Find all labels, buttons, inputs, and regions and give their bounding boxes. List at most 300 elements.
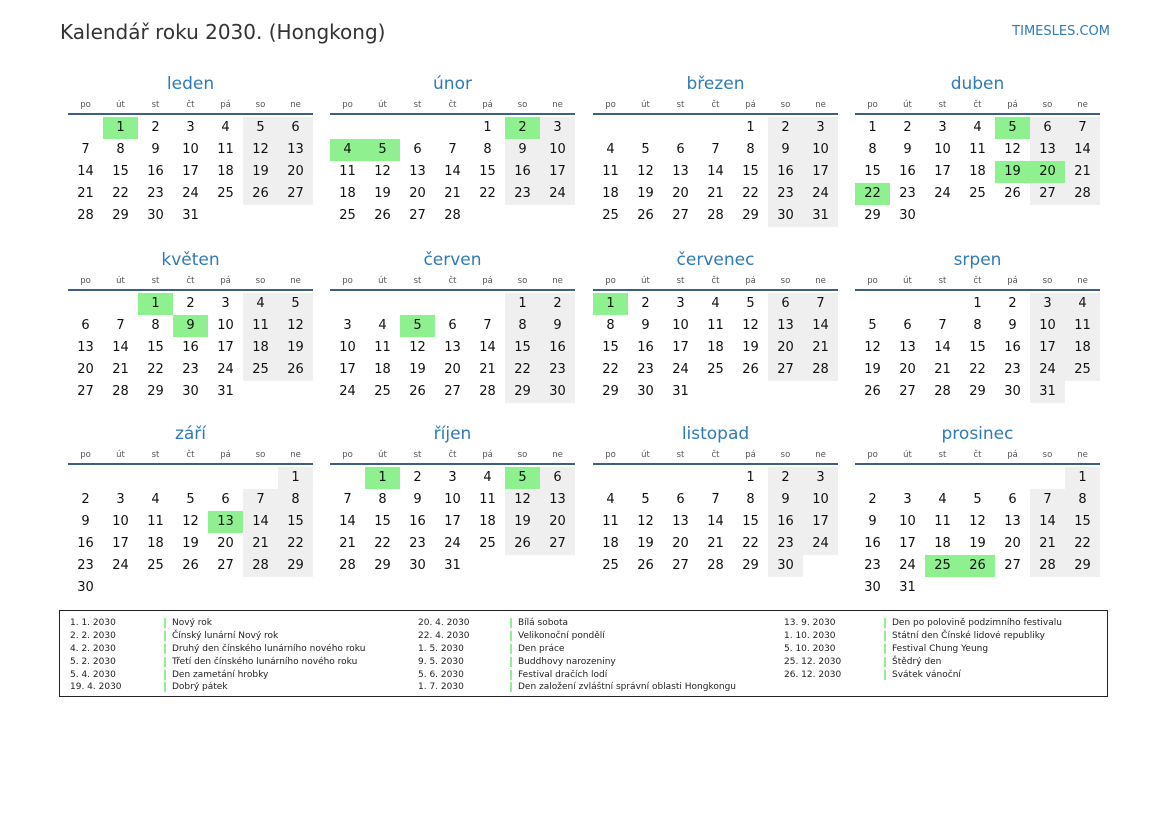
holiday-marker-icon xyxy=(164,657,166,667)
day-cell: 22 xyxy=(147,362,164,377)
day-cell: 11 xyxy=(217,142,234,157)
legend-row xyxy=(418,655,736,668)
day-cell: 2 xyxy=(903,120,912,135)
empty-cell xyxy=(103,467,138,489)
weekday-label: čt xyxy=(711,450,720,460)
day-cell: 5 xyxy=(868,318,877,333)
day-cell: 7 xyxy=(803,293,838,315)
day-cell: 4 xyxy=(1065,293,1100,315)
weekday-header xyxy=(68,274,313,288)
weekday-label: pá xyxy=(1007,100,1018,110)
day-cell: 28 xyxy=(1065,183,1100,205)
day-cell: 30 xyxy=(899,208,916,223)
weekday-label: út xyxy=(378,276,387,286)
day-cell: 27 xyxy=(77,384,94,399)
holiday-day-cell: 1 xyxy=(103,117,138,139)
day-cell: 21 xyxy=(707,536,724,551)
weekday-label: út xyxy=(641,100,650,110)
day-cell: 28 xyxy=(707,558,724,573)
day-cell: 16 xyxy=(899,164,916,179)
day-cell: 9 xyxy=(641,318,650,333)
day-cell: 28 xyxy=(339,558,356,573)
day-cell: 7 xyxy=(483,318,492,333)
weekday-label: ne xyxy=(1077,450,1088,460)
day-cell: 6 xyxy=(676,492,685,507)
weekday-header xyxy=(855,274,1100,288)
day-cell: 17 xyxy=(182,164,199,179)
day-cell: 17 xyxy=(934,164,951,179)
legend-date: 1. 5. 2030 xyxy=(418,643,464,654)
day-cell: 2 xyxy=(413,470,422,485)
day-cell: 29 xyxy=(742,558,759,573)
day-cell: 28 xyxy=(243,555,278,577)
day-cell: 11 xyxy=(602,514,619,529)
day-cell: 6 xyxy=(221,492,230,507)
day-cell: 2 xyxy=(768,117,803,139)
weekday-label: čt xyxy=(973,450,982,460)
day-cell: 19 xyxy=(637,186,654,201)
day-cell: 26 xyxy=(505,533,540,555)
day-cell: 3 xyxy=(343,318,352,333)
day-cell: 6 xyxy=(81,318,90,333)
day-cell: 8 xyxy=(973,318,982,333)
month-divider xyxy=(593,463,838,465)
day-cell: 19 xyxy=(243,161,278,183)
day-cell: 19 xyxy=(374,186,391,201)
weekday-label: st xyxy=(413,450,422,460)
day-cell: 16 xyxy=(768,161,803,183)
month-divider xyxy=(330,113,575,115)
day-cell: 31 xyxy=(217,384,234,399)
day-cell: 30 xyxy=(77,580,94,595)
day-cell: 14 xyxy=(934,340,951,355)
empty-cell xyxy=(435,293,470,315)
day-cell: 28 xyxy=(934,384,951,399)
legend-date: 2. 2. 2030 xyxy=(70,631,116,642)
day-cell: 9 xyxy=(413,492,422,507)
weekday-label: po xyxy=(342,100,353,110)
legend-holiday-name: Nový rok xyxy=(172,618,212,629)
day-cell: 26 xyxy=(409,384,426,399)
day-cell: 29 xyxy=(864,208,881,223)
day-cell: 7 xyxy=(343,492,352,507)
day-cell: 15 xyxy=(602,340,619,355)
weekday-label: pá xyxy=(745,276,756,286)
day-cell: 18 xyxy=(969,164,986,179)
weekday-label: čt xyxy=(711,100,720,110)
day-cell: 8 xyxy=(746,142,755,157)
legend-holiday-name: Den zametání hrobky xyxy=(172,669,269,680)
day-cell: 14 xyxy=(803,315,838,337)
day-cell: 24 xyxy=(803,183,838,205)
holiday-day-cell: 5 xyxy=(505,467,540,489)
day-cell: 26 xyxy=(637,558,654,573)
day-cell: 14 xyxy=(243,511,278,533)
empty-cell xyxy=(435,117,470,139)
day-cell: 19 xyxy=(742,340,759,355)
empty-cell xyxy=(400,293,435,315)
weekday-label: st xyxy=(413,276,422,286)
day-cell: 2 xyxy=(81,492,90,507)
month-září xyxy=(68,422,313,599)
day-cell: 18 xyxy=(374,362,391,377)
legend-holiday-name: Státní den Čínské lidové republiky xyxy=(892,631,1045,642)
day-cell: 12 xyxy=(243,139,278,161)
day-cell: 30 xyxy=(1004,384,1021,399)
holiday-marker-icon xyxy=(884,644,886,654)
holiday-marker-icon xyxy=(884,657,886,667)
day-cell: 25 xyxy=(602,208,619,223)
day-cell: 20 xyxy=(540,511,575,533)
legend-date: 13. 9. 2030 xyxy=(784,618,836,629)
day-cell: 7 xyxy=(711,142,720,157)
day-cell: 2 xyxy=(151,120,160,135)
day-cell: 22 xyxy=(112,186,129,201)
legend-date: 1. 10. 2030 xyxy=(784,631,836,642)
day-cell: 20 xyxy=(672,186,689,201)
day-cell: 2 xyxy=(768,467,803,489)
day-cell: 14 xyxy=(77,164,94,179)
day-cell: 3 xyxy=(1030,293,1065,315)
day-cell: 23 xyxy=(899,186,916,201)
day-cell: 16 xyxy=(147,164,164,179)
month-name: listopad xyxy=(681,424,750,444)
day-cell: 28 xyxy=(444,208,461,223)
month-červen xyxy=(330,248,575,403)
legend-row xyxy=(784,643,1062,656)
weekday-header xyxy=(68,448,313,462)
day-cell: 6 xyxy=(278,117,313,139)
day-cell: 22 xyxy=(742,186,759,201)
day-cell: 8 xyxy=(116,142,125,157)
empty-cell xyxy=(628,117,663,139)
weekday-label: út xyxy=(903,100,912,110)
holiday-day-cell: 1 xyxy=(365,467,400,489)
day-cell: 30 xyxy=(409,558,426,573)
day-cell: 3 xyxy=(903,492,912,507)
day-cell: 4 xyxy=(711,296,720,311)
month-divider xyxy=(855,463,1100,465)
weekday-label: po xyxy=(80,276,91,286)
weekday-label: po xyxy=(342,276,353,286)
weekday-label: ne xyxy=(552,100,563,110)
legend-holiday-name: Dobrý pátek xyxy=(172,682,228,693)
weekday-label: út xyxy=(116,450,125,460)
day-cell: 19 xyxy=(969,536,986,551)
day-cell: 16 xyxy=(409,514,426,529)
day-cell: 24 xyxy=(899,558,916,573)
legend-date: 26. 12. 2030 xyxy=(784,669,842,680)
day-cell: 28 xyxy=(803,359,838,381)
day-cell: 24 xyxy=(934,186,951,201)
day-cell: 7 xyxy=(81,142,90,157)
day-cell: 15 xyxy=(374,514,391,529)
day-cell: 4 xyxy=(938,492,947,507)
day-cell: 9 xyxy=(868,514,877,529)
day-grid xyxy=(855,467,1100,599)
day-cell: 2 xyxy=(540,293,575,315)
day-cell: 25 xyxy=(147,558,164,573)
day-cell: 9 xyxy=(81,514,90,529)
holiday-day-cell: 5 xyxy=(400,315,435,337)
legend-holiday-name: Druhý den čínského lunárního nového roku xyxy=(172,643,366,654)
day-cell: 7 xyxy=(116,318,125,333)
weekday-label: ne xyxy=(1077,100,1088,110)
day-cell: 18 xyxy=(707,340,724,355)
page-title: Kalendář roku 2030. (Hongkong) xyxy=(60,20,386,44)
empty-cell xyxy=(1030,467,1065,489)
month-březen xyxy=(593,72,838,227)
weekday-label: čt xyxy=(448,450,457,460)
day-cell: 24 xyxy=(112,558,129,573)
day-cell: 18 xyxy=(479,514,496,529)
day-cell: 25 xyxy=(969,186,986,201)
day-cell: 22 xyxy=(278,533,313,555)
day-cell: 27 xyxy=(1030,183,1065,205)
day-cell: 4 xyxy=(151,492,160,507)
day-cell: 24 xyxy=(540,183,575,205)
day-cell: 15 xyxy=(278,511,313,533)
day-cell: 6 xyxy=(540,467,575,489)
day-cell: 18 xyxy=(339,186,356,201)
month-divider xyxy=(855,289,1100,291)
day-cell: 3 xyxy=(448,470,457,485)
day-cell: 27 xyxy=(672,558,689,573)
day-cell: 21 xyxy=(112,362,129,377)
holiday-marker-icon xyxy=(164,644,166,654)
legend-date: 25. 12. 2030 xyxy=(784,656,842,667)
day-cell: 4 xyxy=(378,318,387,333)
day-cell: 10 xyxy=(112,514,129,529)
weekday-label: so xyxy=(255,450,266,460)
day-cell: 31 xyxy=(182,208,199,223)
weekday-label: čt xyxy=(186,450,195,460)
empty-cell xyxy=(470,293,505,315)
day-cell: 10 xyxy=(803,489,838,511)
month-name: květen xyxy=(161,250,220,270)
day-cell: 29 xyxy=(147,384,164,399)
day-cell: 8 xyxy=(505,315,540,337)
day-cell: 26 xyxy=(864,384,881,399)
legend-holiday-name: Den založení zvláštní správní oblasti Hongkongu xyxy=(518,682,736,693)
legend-row xyxy=(418,617,736,630)
day-cell: 8 xyxy=(606,318,615,333)
day-cell: 22 xyxy=(602,362,619,377)
day-cell: 13 xyxy=(899,340,916,355)
day-cell: 2 xyxy=(641,296,650,311)
holiday-day-cell: 5 xyxy=(365,139,400,161)
day-cell: 27 xyxy=(217,558,234,573)
day-cell: 31 xyxy=(444,558,461,573)
weekday-label: st xyxy=(151,450,160,460)
day-cell: 29 xyxy=(278,555,313,577)
legend-holiday-name: Štědrý den xyxy=(892,656,942,667)
weekday-label: ne xyxy=(552,450,563,460)
day-cell: 12 xyxy=(637,164,654,179)
legend-date: 19. 4. 2030 xyxy=(70,682,122,693)
legend-row xyxy=(70,681,365,694)
day-cell: 14 xyxy=(1065,139,1100,161)
month-divider xyxy=(330,463,575,465)
day-cell: 21 xyxy=(803,337,838,359)
day-cell: 7 xyxy=(448,142,457,157)
weekday-label: čt xyxy=(973,276,982,286)
day-cell: 20 xyxy=(77,362,94,377)
month-divider xyxy=(330,289,575,291)
holiday-day-cell: 2 xyxy=(505,117,540,139)
day-cell: 22 xyxy=(969,362,986,377)
day-cell: 10 xyxy=(803,139,838,161)
weekday-label: so xyxy=(517,276,528,286)
day-cell: 12 xyxy=(969,514,986,529)
day-cell: 20 xyxy=(672,536,689,551)
month-divider xyxy=(593,113,838,115)
site-link[interactable]: TIMESLES.COM xyxy=(1012,24,1110,39)
weekday-label: st xyxy=(938,276,947,286)
day-cell: 10 xyxy=(444,492,461,507)
day-cell: 3 xyxy=(186,120,195,135)
day-cell: 6 xyxy=(903,318,912,333)
day-cell: 18 xyxy=(934,536,951,551)
holiday-day-cell: 13 xyxy=(208,511,243,533)
day-cell: 8 xyxy=(378,492,387,507)
day-cell: 9 xyxy=(903,142,912,157)
weekday-label: so xyxy=(517,450,528,460)
day-cell: 28 xyxy=(479,384,496,399)
day-cell: 31 xyxy=(899,580,916,595)
legend-date: 20. 4. 2030 xyxy=(418,618,470,629)
day-cell: 21 xyxy=(707,186,724,201)
legend-row xyxy=(70,617,365,630)
holiday-marker-icon xyxy=(164,618,166,628)
day-cell: 12 xyxy=(742,318,759,333)
weekday-label: ne xyxy=(815,100,826,110)
legend-holiday-name: Buddhovy narozeniny xyxy=(518,656,616,667)
day-cell: 17 xyxy=(1030,337,1065,359)
month-name: prosinec xyxy=(941,424,1014,444)
day-cell: 1 xyxy=(483,120,492,135)
day-cell: 24 xyxy=(182,186,199,201)
day-cell: 28 xyxy=(112,384,129,399)
day-cell: 9 xyxy=(768,139,803,161)
day-cell: 22 xyxy=(479,186,496,201)
day-cell: 10 xyxy=(182,142,199,157)
day-cell: 1 xyxy=(746,470,755,485)
empty-cell xyxy=(663,467,698,489)
day-cell: 13 xyxy=(278,139,313,161)
month-říjen xyxy=(330,422,575,577)
month-divider xyxy=(68,289,313,291)
weekday-label: po xyxy=(605,450,616,460)
day-cell: 16 xyxy=(505,161,540,183)
day-cell: 8 xyxy=(278,489,313,511)
legend-row xyxy=(418,643,736,656)
weekday-label: po xyxy=(605,100,616,110)
month-divider xyxy=(593,289,838,291)
month-leden xyxy=(68,72,313,227)
day-cell: 15 xyxy=(742,164,759,179)
empty-cell xyxy=(995,467,1030,489)
holiday-day-cell: 26 xyxy=(960,555,995,577)
day-cell: 5 xyxy=(278,293,313,315)
day-cell: 10 xyxy=(540,139,575,161)
day-cell: 3 xyxy=(540,117,575,139)
day-cell: 21 xyxy=(1030,533,1065,555)
month-srpen xyxy=(855,248,1100,403)
day-cell: 17 xyxy=(899,536,916,551)
day-cell: 14 xyxy=(479,340,496,355)
weekday-label: po xyxy=(867,276,878,286)
weekday-label: po xyxy=(605,276,616,286)
month-duben xyxy=(855,72,1100,227)
day-cell: 26 xyxy=(278,359,313,381)
weekday-label: pá xyxy=(482,276,493,286)
day-cell: 4 xyxy=(606,492,615,507)
day-cell: 27 xyxy=(1004,558,1021,573)
day-cell: 9 xyxy=(505,139,540,161)
weekday-label: st xyxy=(676,450,685,460)
weekday-header xyxy=(330,274,575,288)
day-cell: 24 xyxy=(217,362,234,377)
weekday-header xyxy=(330,448,575,462)
legend-row xyxy=(70,655,365,668)
day-cell: 19 xyxy=(637,536,654,551)
day-cell: 4 xyxy=(243,293,278,315)
legend-holiday-name: Velikonoční pondělí xyxy=(518,631,605,642)
weekday-header xyxy=(593,274,838,288)
day-cell: 26 xyxy=(1004,186,1021,201)
day-grid xyxy=(68,117,313,227)
holiday-day-cell: 5 xyxy=(995,117,1030,139)
empty-cell xyxy=(138,467,173,489)
month-name: srpen xyxy=(953,250,1002,270)
weekday-label: pá xyxy=(482,450,493,460)
day-cell: 2 xyxy=(1008,296,1017,311)
day-cell: 6 xyxy=(413,142,422,157)
holiday-day-cell: 1 xyxy=(138,293,173,315)
legend-row xyxy=(784,668,1062,681)
weekday-label: st xyxy=(413,100,422,110)
day-cell: 17 xyxy=(112,536,129,551)
day-cell: 1 xyxy=(278,467,313,489)
day-cell: 13 xyxy=(768,315,803,337)
day-cell: 16 xyxy=(182,340,199,355)
holiday-day-cell: 4 xyxy=(330,139,365,161)
day-cell: 25 xyxy=(602,558,619,573)
weekday-label: čt xyxy=(448,100,457,110)
holiday-day-cell: 9 xyxy=(173,315,208,337)
day-cell: 13 xyxy=(444,340,461,355)
weekday-label: so xyxy=(1042,450,1053,460)
day-cell: 25 xyxy=(707,362,724,377)
day-cell: 26 xyxy=(374,208,391,223)
day-cell: 11 xyxy=(479,492,496,507)
day-cell: 11 xyxy=(339,164,356,179)
day-cell: 17 xyxy=(540,161,575,183)
day-cell: 4 xyxy=(221,120,230,135)
day-cell: 19 xyxy=(864,362,881,377)
weekday-label: so xyxy=(780,100,791,110)
day-grid xyxy=(330,117,575,227)
weekday-label: pá xyxy=(1007,276,1018,286)
day-cell: 11 xyxy=(707,318,724,333)
day-cell: 29 xyxy=(969,384,986,399)
legend-date: 1. 1. 2030 xyxy=(70,618,116,629)
day-cell: 10 xyxy=(1030,315,1065,337)
day-cell: 24 xyxy=(672,362,689,377)
day-cell: 11 xyxy=(243,315,278,337)
day-cell: 5 xyxy=(746,296,755,311)
